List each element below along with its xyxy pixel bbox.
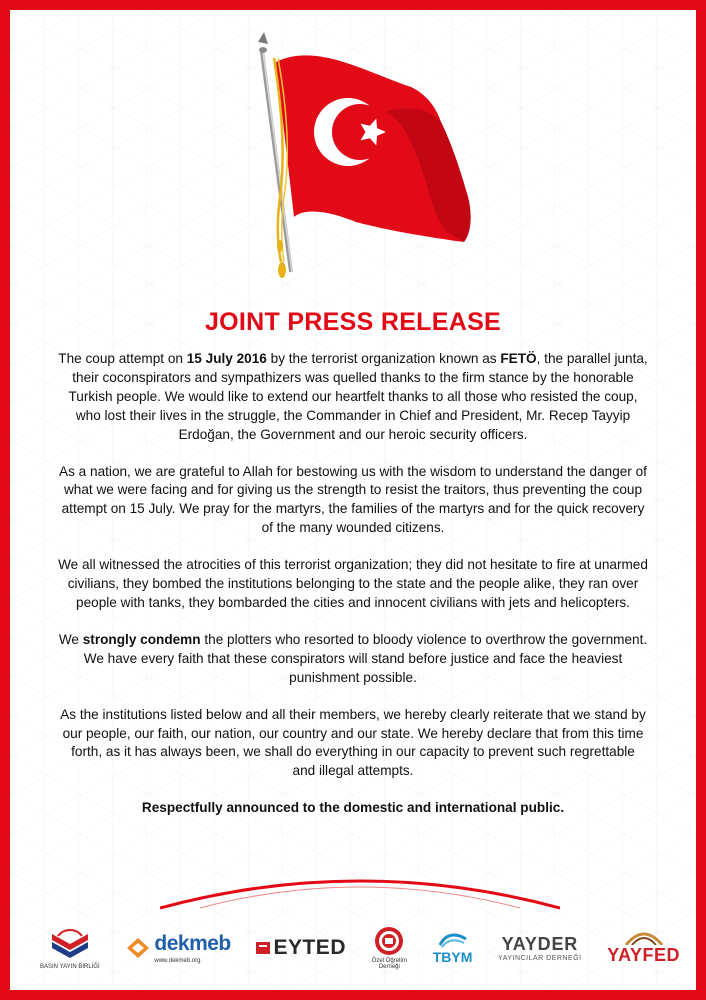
decorative-arc — [160, 872, 560, 912]
ozel-caption-2: Derneği — [378, 963, 400, 970]
page-title: JOINT PRESS RELEASE — [204, 308, 502, 336]
ozel-ogretim-emblem-icon — [374, 926, 404, 956]
tbym-wordmark: TBYM — [432, 948, 473, 965]
paragraph-1: The coup attempt on 15 July 2016 by the terrorist organization known as FETÖ, the parallel junta, their coconspirators and sympathizers was quelled thanks to the firm stance by the honorable Turkish people. We would like to extend our heartfelt thanks to all those who resisted the coup, who lost their lives in the struggle, the Commander in Chief and President, Mr. Recep Tayyip Erdoğan, the Government and our heroic security officers. — [58, 351, 648, 442]
paragraph-4: We strongly condemn the plotters who resorted to bloody violence to overthrow the government. We have every faith that these conspirators will stand before justice and face the heaviest punishment possible. — [58, 631, 648, 685]
dekmeb-emblem-icon — [125, 934, 151, 962]
dekmeb-wordmark: dekmeb — [154, 931, 231, 955]
turkish-flag-image — [236, 32, 496, 292]
organization-logos — [40, 915, 680, 980]
yayder-logo — [498, 934, 581, 962]
ozel-caption-1: Özel Öğretim — [371, 957, 408, 964]
basin-caption: BASIN YAYIN BİRLİĞİ — [40, 963, 100, 970]
yayfed-logo — [607, 929, 680, 966]
yayfed-arch-icon — [622, 929, 666, 945]
paragraph-3: We all witnessed the atrocities of this terrorist organization; they did not hesitate to fire at unarmed civilians, they bombed the institutions belonging to the state and the people alike, they ran over people with tanks, they bombarded the cities and innocent civilians with jets and helicopters. — [58, 557, 648, 610]
yayfed-wordmark: YAYFED — [607, 945, 680, 965]
yayder-wordmark: YAYDER — [501, 933, 579, 954]
closing-statement: Respectfully announced to the domestic and international public. — [141, 800, 565, 816]
paragraph-5: As the institutions listed below and all their members, we hereby clearly reiterate that we stand by our people, our faith, our nation, our country and our state. We hereby declare that from this time forth, as it has always been, we shall do everything in our capacity to prevent such regrettable and illegal attempts. — [60, 706, 646, 779]
tbym-logo — [433, 931, 473, 965]
press-release-page — [10, 10, 696, 990]
basin-yayin-birligi-logo — [40, 926, 100, 970]
yayder-caption: YAYINCILAR DERNEĞİ — [498, 954, 582, 962]
tbym-wave-icon — [438, 931, 468, 949]
eyted-wordmark: EYTED — [273, 935, 346, 959]
ozel-ogretim-dernegi-logo — [372, 926, 407, 970]
dekmeb-logo — [125, 932, 230, 964]
dekmeb-caption: www.dekmeb.org — [154, 957, 201, 964]
press-release-body — [58, 350, 648, 836]
eyted-logo — [256, 936, 346, 960]
eyted-emblem-icon — [256, 940, 270, 956]
basin-emblem-icon — [48, 926, 92, 962]
paragraph-2: As a nation, we are grateful to Allah for bestowing us with the wisdom to understand the danger of what we were facing and for giving us the strength to resist the traitors, thus preventing the coup attempt on 15 July. We pray for the martyrs, the families of the martyrs and for the quick recovery of the many wounded citizens. — [59, 463, 647, 536]
